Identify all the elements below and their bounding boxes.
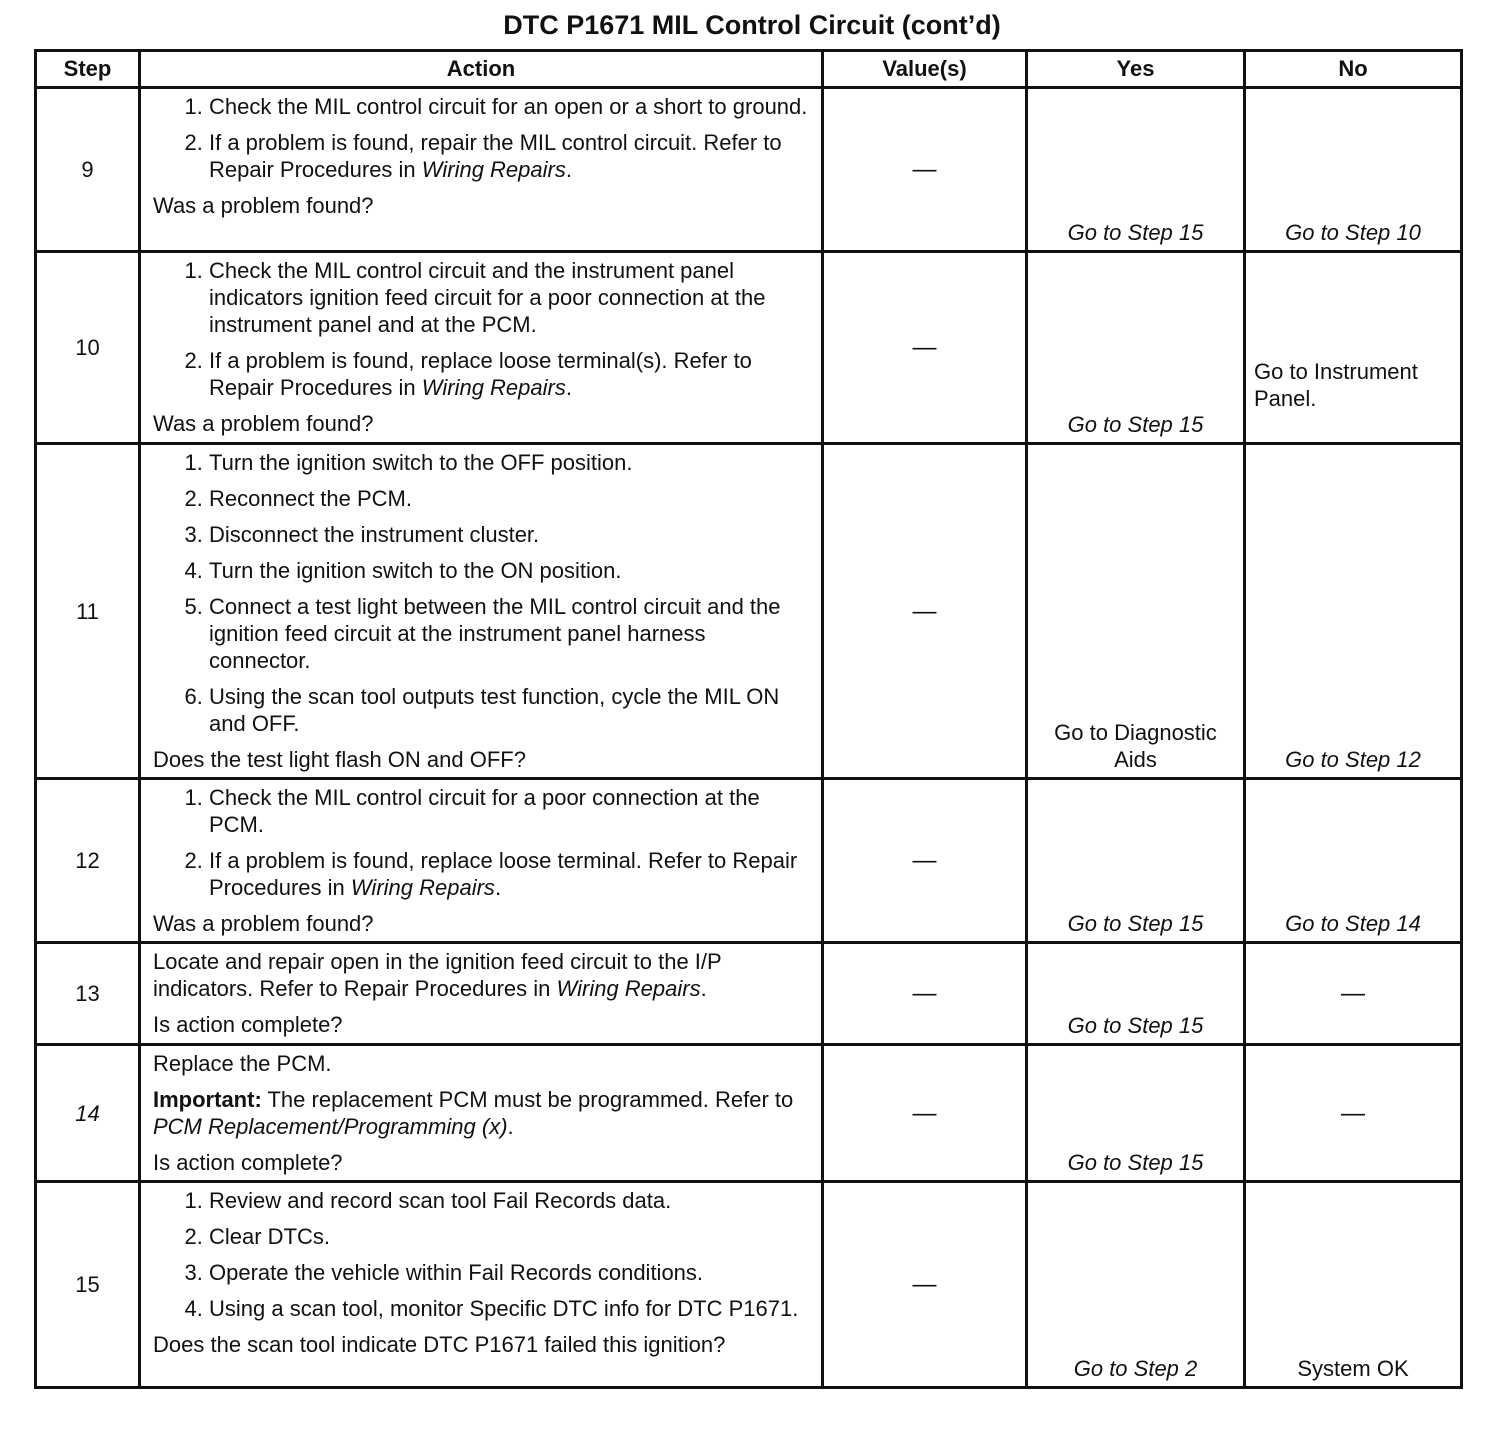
- step-number: 11: [36, 444, 140, 779]
- action-cell: [140, 1182, 823, 1388]
- action-item: 2. If a problem is found, replace loose terminal(s). Refer to Repair Procedures in Wiring Repairs.: [209, 347, 811, 401]
- action-item: 1. Review and record scan tool Fail Records data.: [209, 1187, 811, 1214]
- action-cell: [140, 943, 823, 1045]
- step-number: 14: [36, 1045, 140, 1182]
- table-row: [36, 1182, 1462, 1388]
- table-row: [36, 943, 1462, 1045]
- yes-cell: Go to Step 15: [1027, 252, 1245, 444]
- action-list: [153, 93, 811, 183]
- question: Does the scan tool indicate DTC P1671 failed this ignition?: [153, 1332, 726, 1357]
- value-cell: —: [823, 252, 1027, 444]
- header-values: Value(s): [823, 51, 1027, 88]
- action-text: Locate and repair open in the ignition feed circuit to the I/P indicators. Refer to Repair Procedures in Wiring Repairs.: [153, 949, 722, 1001]
- value-cell: —: [823, 88, 1027, 252]
- value-cell: —: [823, 444, 1027, 779]
- yes-cell: Go to Step 15: [1027, 88, 1245, 252]
- action-item: 5. Connect a test light between the MIL control circuit and the ignition feed circuit at the instrument panel harness connector.: [209, 593, 811, 674]
- action-list: [153, 257, 811, 401]
- question: Was a problem found?: [153, 911, 374, 936]
- header-row: [36, 51, 1462, 88]
- table-row: [36, 252, 1462, 444]
- action-list: [153, 1187, 811, 1322]
- table-row: [36, 444, 1462, 779]
- action-text: Replace the PCM.: [153, 1051, 332, 1076]
- no-cell: Go to Step 10: [1245, 88, 1462, 252]
- question: Was a problem found?: [153, 193, 374, 218]
- step-number: 10: [36, 252, 140, 444]
- yes-cell: Go to Step 15: [1027, 779, 1245, 943]
- action-list: [153, 449, 811, 737]
- table-row: [36, 779, 1462, 943]
- action-item: 1. Check the MIL control circuit for a poor connection at the PCM.: [209, 784, 811, 838]
- page-title: DTC P1671 MIL Control Circuit (cont’d): [503, 10, 1001, 40]
- action-item: 6. Using the scan tool outputs test function, cycle the MIL ON and OFF.: [209, 683, 811, 737]
- action-cell: [140, 779, 823, 943]
- header-action: Action: [140, 51, 823, 88]
- yes-cell: Go to Step 2: [1027, 1182, 1245, 1388]
- value-cell: —: [823, 1045, 1027, 1182]
- yes-cell: Go to Step 15: [1027, 943, 1245, 1045]
- no-cell: Go to Step 12: [1245, 444, 1462, 779]
- action-item: 3. Operate the vehicle within Fail Records conditions.: [209, 1259, 811, 1286]
- action-cell: [140, 1045, 823, 1182]
- diagnostic-table: [34, 49, 1463, 1389]
- question: Was a problem found?: [153, 411, 374, 436]
- action-item: 1. Check the MIL control circuit and the instrument panel indicators ignition feed circuit for a poor connection at the instrument panel and at the PCM.: [209, 257, 811, 338]
- question: Is action complete?: [153, 1150, 343, 1175]
- value-cell: —: [823, 943, 1027, 1045]
- action-item: 1. Turn the ignition switch to the OFF position.: [209, 449, 811, 476]
- action-item: 1. Check the MIL control circuit for an open or a short to ground.: [209, 93, 811, 120]
- question: Does the test light flash ON and OFF?: [153, 747, 526, 772]
- action-item: 2. If a problem is found, repair the MIL control circuit. Refer to Repair Procedures in Wiring Repairs.: [209, 129, 811, 183]
- step-number: 9: [36, 88, 140, 252]
- no-cell: —: [1245, 1045, 1462, 1182]
- step-number: 12: [36, 779, 140, 943]
- action-item: 4. Turn the ignition switch to the ON position.: [209, 557, 811, 584]
- important-note: Important: The replacement PCM must be programmed. Refer to PCM Replacement/Programming (x).: [153, 1087, 794, 1139]
- no-cell: System OK: [1245, 1182, 1462, 1388]
- action-cell: [140, 252, 823, 444]
- no-cell: Go to Instrument Panel.: [1245, 252, 1462, 444]
- action-item: 3. Disconnect the instrument cluster.: [209, 521, 811, 548]
- question: Is action complete?: [153, 1012, 343, 1037]
- action-item: 2. Clear DTCs.: [209, 1223, 811, 1250]
- yes-cell: Go to Diagnostic Aids: [1027, 444, 1245, 779]
- value-cell: —: [823, 1182, 1027, 1388]
- action-item: 4. Using a scan tool, monitor Specific DTC info for DTC P1671.: [209, 1295, 811, 1322]
- step-number: 15: [36, 1182, 140, 1388]
- step-number: 13: [36, 943, 140, 1045]
- no-cell: Go to Step 14: [1245, 779, 1462, 943]
- no-cell: —: [1245, 943, 1462, 1045]
- header-step: Step: [36, 51, 140, 88]
- action-list: [153, 784, 811, 901]
- yes-cell: Go to Step 15: [1027, 1045, 1245, 1182]
- header-no: No: [1245, 51, 1462, 88]
- action-item: 2. Reconnect the PCM.: [209, 485, 811, 512]
- table-row: [36, 88, 1462, 252]
- action-item: 2. If a problem is found, replace loose terminal. Refer to Repair Procedures in Wiring Repairs.: [209, 847, 811, 901]
- value-cell: —: [823, 779, 1027, 943]
- header-yes: Yes: [1027, 51, 1245, 88]
- table-row: [36, 1045, 1462, 1182]
- action-cell: [140, 444, 823, 779]
- action-cell: [140, 88, 823, 252]
